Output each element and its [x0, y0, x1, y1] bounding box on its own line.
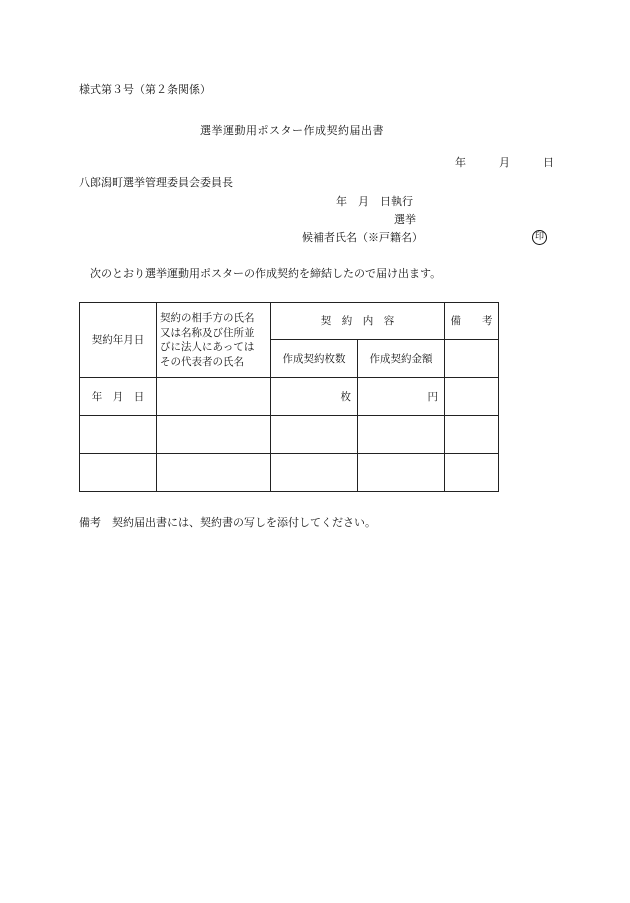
table-row [80, 378, 499, 416]
row-amount-cell [358, 454, 445, 492]
table-row [80, 454, 499, 492]
statement: 次のとおり選挙運動用ポスターの作成契約を締結したので届け出ます。 [90, 267, 442, 280]
party-line-1: 契約の相手方の氏名 [160, 312, 255, 324]
addressee: 八郎潟町選挙管理委員会委員長 [79, 176, 233, 189]
document-title: 選挙運動用ポスター作成契約届出書 [200, 124, 384, 137]
row-remarks-cell [445, 416, 499, 454]
header-contract-date: 契約年月日 [80, 303, 157, 378]
party-line-3: びに法人にあっては [160, 341, 255, 353]
header-contract-contents: 契 約 内 容 [271, 303, 445, 340]
table-row [80, 416, 499, 454]
header-quantity: 作成契約枚数 [271, 340, 358, 378]
row-quantity-cell: 枚 [271, 378, 358, 416]
date-month: 月 [499, 156, 510, 169]
row-remarks-cell [445, 454, 499, 492]
footnote: 備考 契約届出書には、契約書の写しを添付してください。 [79, 516, 376, 529]
row-party-cell [157, 416, 271, 454]
candidate-name-label: 候補者氏名（※戸籍名） [302, 231, 423, 244]
row-date-cell [80, 416, 157, 454]
header-amount: 作成契約金額 [358, 340, 445, 378]
contract-table [79, 302, 499, 492]
row-party-cell [157, 378, 271, 416]
submission-date [455, 156, 554, 169]
row-amount-cell: 円 [358, 378, 445, 416]
party-line-2: 又は名称及び住所並 [160, 326, 255, 339]
row-date-cell [80, 454, 157, 492]
party-line-4: その代表者の氏名 [160, 355, 244, 368]
seal-icon: 印 [532, 230, 547, 245]
date-year: 年 [455, 156, 466, 169]
execution-date: 年 月 日執行 [336, 195, 413, 208]
row-party-cell [157, 454, 271, 492]
header-remarks: 備 考 [445, 303, 499, 340]
form-number: 様式第３号（第２条関係） [79, 83, 211, 96]
row-quantity-cell [271, 416, 358, 454]
date-day: 日 [543, 156, 554, 169]
row-date-cell: 年 月 日 [80, 378, 157, 416]
remarks-sub-cell [445, 340, 499, 378]
row-amount-cell [358, 416, 445, 454]
row-quantity-cell [271, 454, 358, 492]
election-label: 選挙 [394, 213, 416, 226]
row-remarks-cell [445, 378, 499, 416]
header-contract-party [157, 303, 271, 378]
